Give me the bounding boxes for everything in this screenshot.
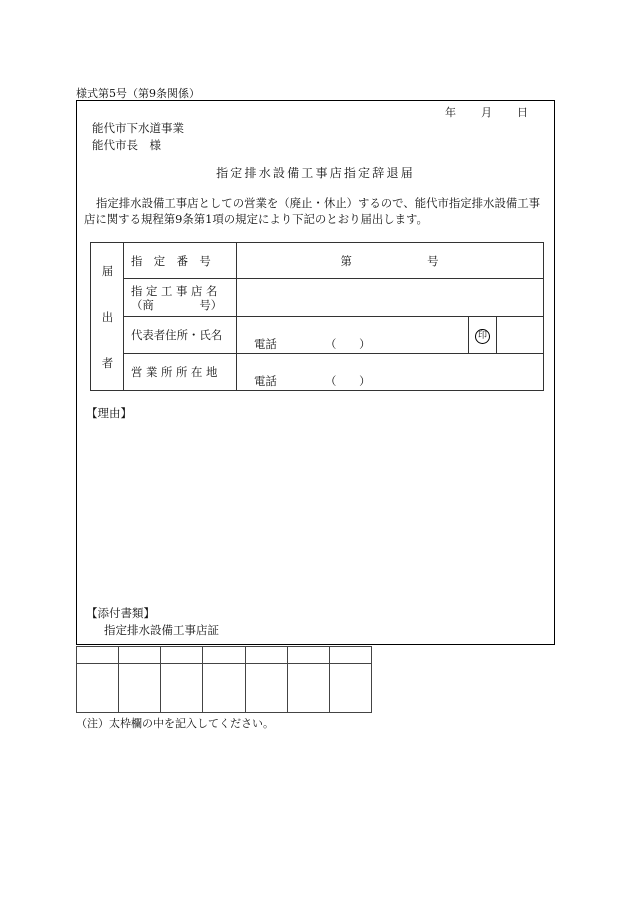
- recipient-line-2: 能代市長 様: [92, 138, 161, 152]
- footnote: （注）太枠欄の中を記入してください。: [76, 717, 274, 730]
- representative-label: 代表者住所・氏名: [124, 317, 237, 353]
- attachment-item: 指定排水設備工事店証: [104, 623, 219, 637]
- date-month-label: 月: [481, 106, 492, 119]
- seal-cell: [469, 317, 497, 353]
- stamp-cell: [245, 647, 287, 664]
- date-day-label: 日: [517, 106, 528, 119]
- recipient-line-1: 能代市下水道事業: [92, 121, 184, 135]
- contractor-name-field[interactable]: [237, 279, 544, 317]
- contractor-name-label-line2: （商 号）: [131, 297, 223, 312]
- stamp-cell: [329, 664, 371, 713]
- date-year-label: 年: [445, 106, 456, 119]
- blank-cell: [497, 317, 544, 353]
- contractor-name-label: [124, 279, 237, 317]
- stamp-cell: [119, 647, 161, 664]
- attachments-label: 【添付書類】: [86, 606, 155, 620]
- designation-number-field[interactable]: 第 号: [237, 243, 544, 279]
- stamp-cell: [119, 664, 161, 713]
- seal-mark-icon: 印: [475, 329, 490, 344]
- reason-label: 【理由】: [86, 406, 132, 420]
- phone-label: 電話: [254, 336, 277, 351]
- stamp-cell: [329, 647, 371, 664]
- stamp-cell: [203, 647, 245, 664]
- designation-number-label: 指 定 番 号: [124, 243, 237, 279]
- office-address-label: 営 業 所 所 在 地: [124, 353, 237, 390]
- stamp-cell: [77, 647, 119, 664]
- office-address-field[interactable]: [237, 353, 544, 390]
- stamp-cell: [161, 647, 203, 664]
- representative-field[interactable]: [237, 317, 469, 353]
- stamp-cell: [245, 664, 287, 713]
- phone-area-code: （ ）: [325, 374, 371, 388]
- applicant-group-label: [91, 243, 124, 391]
- document-title: 指定排水設備工事店指定辞退届: [216, 166, 415, 180]
- stamp-cell: [287, 647, 329, 664]
- stamp-cell: [161, 664, 203, 713]
- group-label-char: 者: [101, 356, 114, 370]
- contractor-name-label-line1: 指 定 工 事 店 名: [131, 283, 218, 298]
- phone-area-code: （ ）: [325, 336, 371, 351]
- declaration-text: 指定排水設備工事店としての営業を（廃止・休止）するので、能代市指定排水設備工事店に関する規程第9条第1項の規定により下記のとおり届出します。: [84, 196, 541, 226]
- stamp-cell: [77, 664, 119, 713]
- form-number-label: 様式第5号（第9条関係）: [76, 87, 200, 100]
- applicant-table: [90, 242, 544, 391]
- group-label-char: 出: [101, 310, 114, 324]
- office-use-stamp-grid: [76, 646, 372, 713]
- stamp-cell: [203, 664, 245, 713]
- stamp-cell: [287, 664, 329, 713]
- phone-label: 電話: [254, 374, 277, 388]
- group-label-char: 届: [101, 264, 114, 278]
